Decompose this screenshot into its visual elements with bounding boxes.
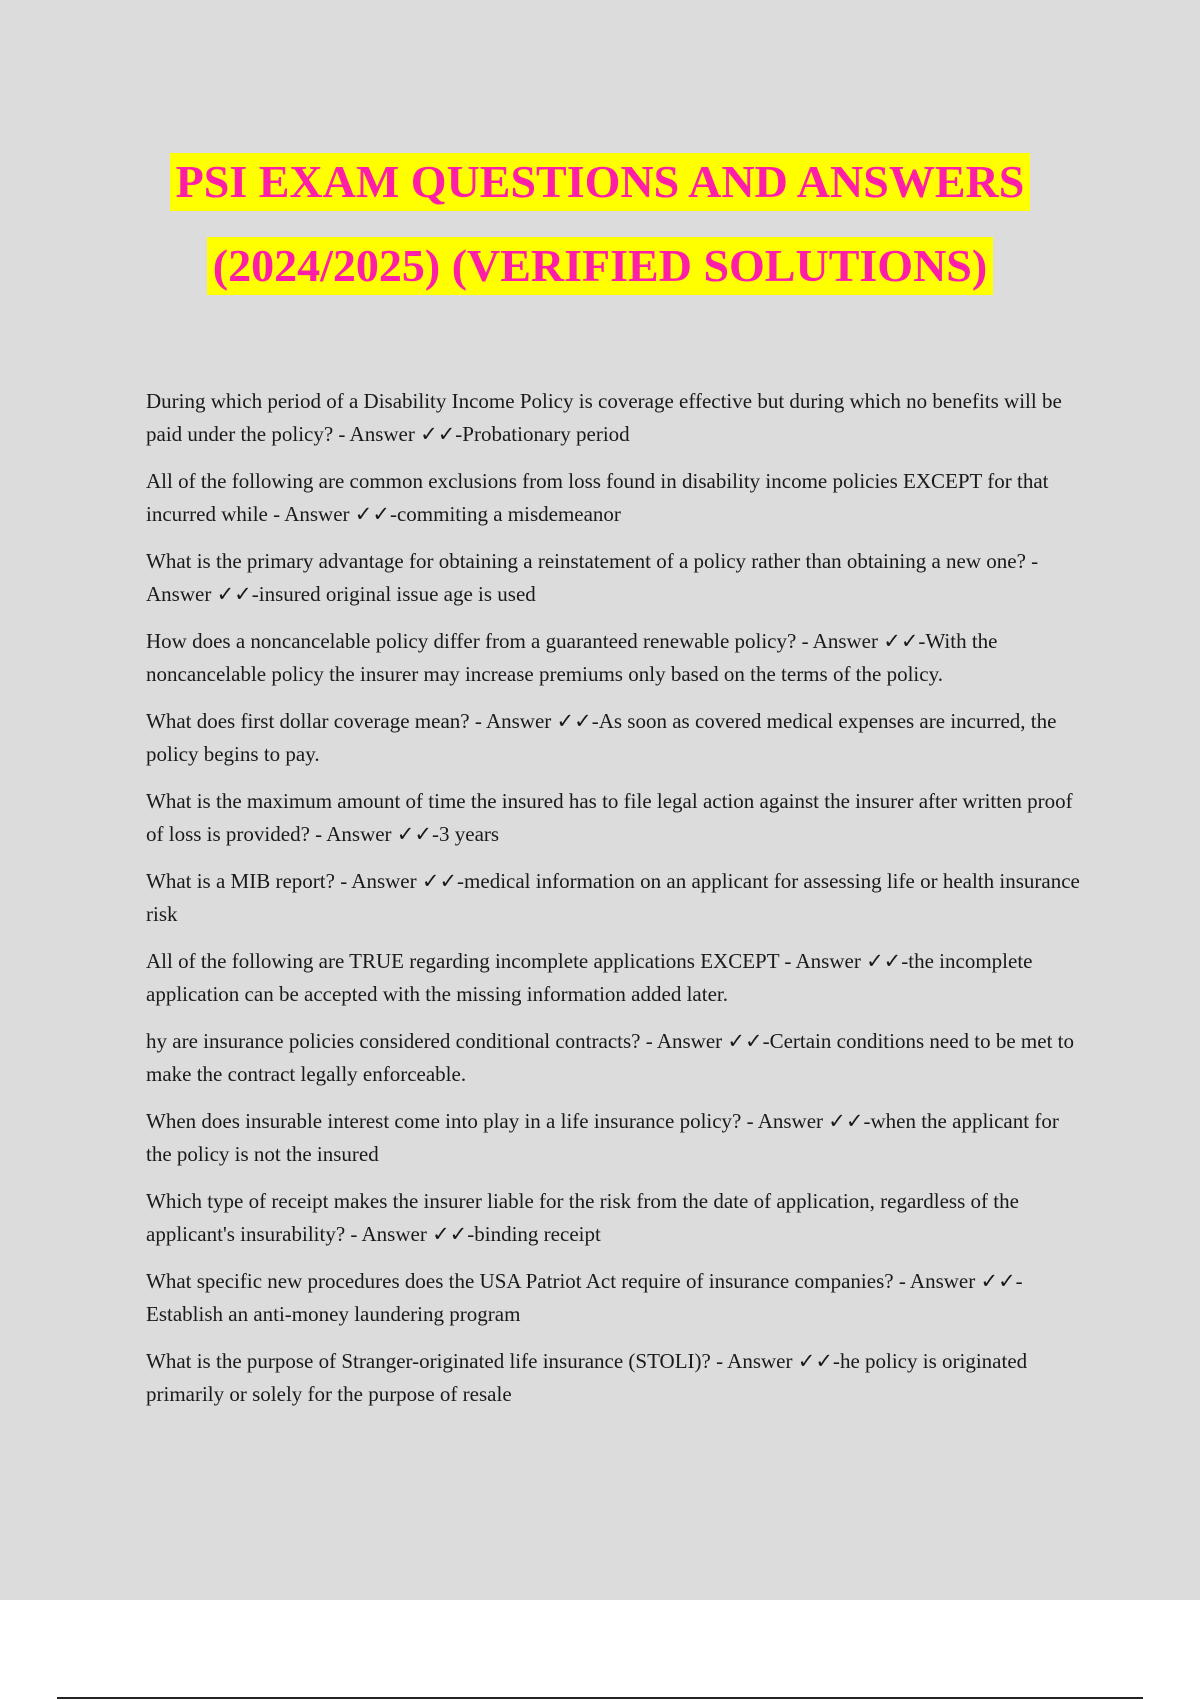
answer-text: insured original issue age is used xyxy=(258,582,536,606)
question-text: What specific new procedures does the USA Patriot Act require of insurance companies? - xyxy=(146,1269,910,1293)
footer-divider xyxy=(57,1697,1143,1699)
answer-marker: Answer ✓✓- xyxy=(284,502,397,526)
question-text: What is the primary advantage for obtaining a reinstatement of a policy rather than obtaining a new one? - xyxy=(146,549,1039,573)
question-text: What is a MIB report? - xyxy=(146,869,352,893)
qa-item xyxy=(146,1185,1086,1251)
answer-text: when the applicant for the policy is not the insured xyxy=(146,1109,1059,1166)
answer-text: he policy is originated primarily or solely for the purpose of resale xyxy=(146,1349,1028,1406)
document-title xyxy=(0,140,1200,308)
question-text: What is the maximum amount of time the insured has to file legal action against the insurer after written proof of loss is provided? - xyxy=(146,789,1073,846)
answer-marker: Answer ✓✓- xyxy=(349,422,463,446)
qa-item xyxy=(146,465,1086,531)
answer-marker: Answer ✓✓- xyxy=(757,1109,871,1133)
question-text: During which period of a Disability Income Policy is coverage effective but during which no benefits will be paid under the policy? - xyxy=(146,389,1062,446)
question-text: All of the following are common exclusions from loss found in disability income policies EXCEPT for that incurred while - xyxy=(146,469,1049,526)
answer-marker: Answer ✓✓- xyxy=(326,822,439,846)
answer-marker: Answer ✓✓- xyxy=(656,1029,770,1053)
qa-item xyxy=(146,625,1086,691)
question-text: All of the following are TRUE regarding incomplete applications EXCEPT - xyxy=(146,949,796,973)
qa-item xyxy=(146,1345,1086,1411)
answer-marker: Answer ✓✓- xyxy=(146,582,259,606)
question-text: Which type of receipt makes the insurer liable for the risk from the date of application, regardless of the applicant's insurability? - xyxy=(146,1189,1019,1246)
qa-list xyxy=(146,385,1086,1425)
answer-text: With the noncancelable policy the insurer may increase premiums only based on the terms of the policy. xyxy=(146,629,998,686)
answer-marker: Answer ✓✓- xyxy=(812,629,926,653)
answer-text: medical information on an applicant for assessing life or health insurance risk xyxy=(146,869,1080,926)
answer-marker: Answer ✓✓- xyxy=(909,1269,1023,1293)
answer-marker: Answer ✓✓- xyxy=(727,1349,840,1373)
qa-item xyxy=(146,705,1086,771)
answer-marker: Answer ✓✓- xyxy=(361,1222,475,1246)
qa-item xyxy=(146,545,1086,611)
question-text: What is the purpose of Stranger-originated life insurance (STOLI)? - xyxy=(146,1349,728,1373)
qa-item xyxy=(146,1025,1086,1091)
answer-text: Probationary period xyxy=(462,422,630,446)
answer-marker: Answer ✓✓- xyxy=(485,709,599,733)
qa-item xyxy=(146,945,1086,1011)
answer-text: As soon as covered medical expenses are incurred, the policy begins to pay. xyxy=(146,709,1057,766)
qa-item xyxy=(146,865,1086,931)
question-text: hy are insurance policies considered conditional contracts? - xyxy=(146,1029,657,1053)
title-line-2: (2024/2025) (VERIFIED SOLUTIONS) xyxy=(207,237,993,295)
qa-item xyxy=(146,1265,1086,1331)
qa-item xyxy=(146,785,1086,851)
answer-marker: Answer ✓✓- xyxy=(795,949,909,973)
answer-text: the incomplete application can be accepted with the missing information added later. xyxy=(146,949,1033,1006)
answer-text: 3 years xyxy=(439,822,500,846)
answer-text: Establish an anti-money laundering program xyxy=(146,1302,521,1326)
question-text: When does insurable interest come into play in a life insurance policy? - xyxy=(146,1109,758,1133)
title-line-1: PSI EXAM QUESTIONS AND ANSWERS xyxy=(170,153,1031,211)
answer-marker: Answer ✓✓- xyxy=(351,869,465,893)
question-text: What does first dollar coverage mean? - xyxy=(146,709,486,733)
answer-text: Certain conditions need to be met to make the contract legally enforceable. xyxy=(146,1029,1075,1086)
answer-text: binding receipt xyxy=(474,1222,601,1246)
question-text: How does a noncancelable policy differ from a guaranteed renewable policy? - xyxy=(146,629,813,653)
answer-text: commiting a misdemeanor xyxy=(396,502,621,526)
qa-item xyxy=(146,1105,1086,1171)
qa-item xyxy=(146,385,1086,451)
